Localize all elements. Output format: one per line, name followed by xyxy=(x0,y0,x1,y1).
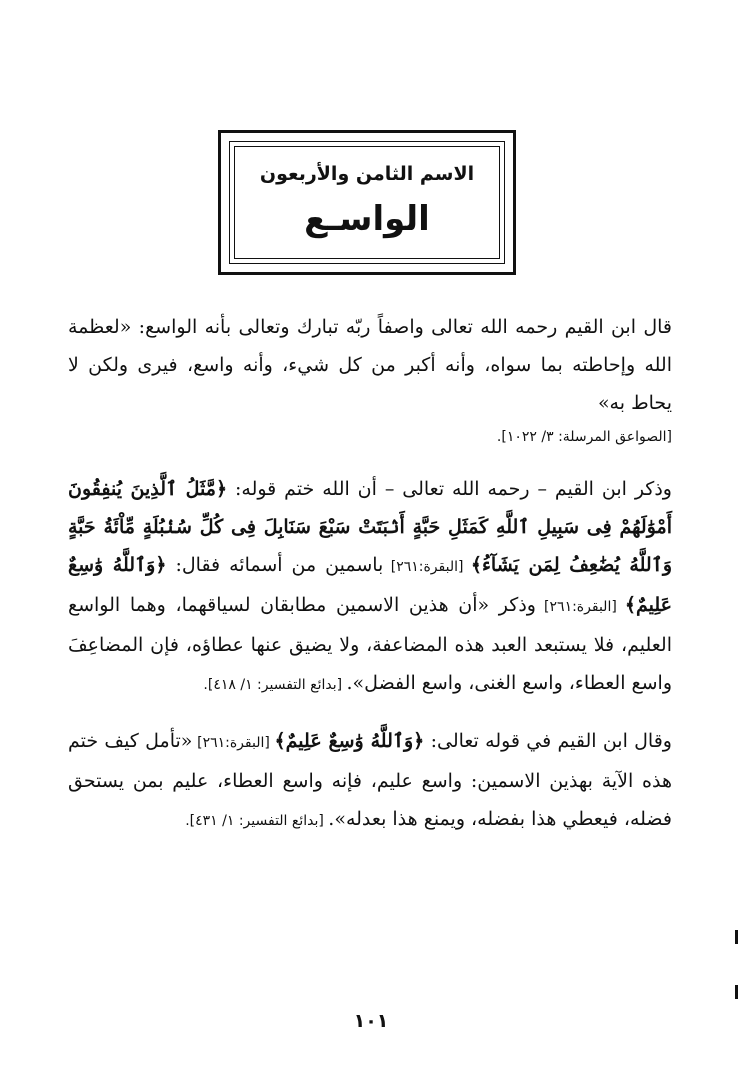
margin-mark-top xyxy=(735,930,738,944)
paragraph-2-source: [بدائع التفسير: ١/ ٤١٨]. xyxy=(203,677,347,693)
paragraph-3-rest: «تأمل كيف ختم هذه الآية بهذين الاسمين: واسع عليم، فإنه واسع العطاء، عليم بمن يستحق فضله، فيعطي هذا بفضله، ويمنع هذا بعدله». xyxy=(68,730,672,830)
paragraph-3-intro: وقال ابن القيم في قوله تعالى: xyxy=(424,730,672,752)
paragraph-2-intro: وذكر ابن القيم – رحمه الله تعالى – أن الله ختم قوله: xyxy=(227,478,672,500)
margin-mark-bottom xyxy=(735,985,738,999)
verse-2-reference: [البقرة:٢٦١] xyxy=(535,599,625,615)
quran-verse-3: ﴿وَٱللَّهُ وَٰسِعٌ عَلِيمٌ﴾ xyxy=(274,730,425,752)
verse-1-reference: [البقرة:٢٦١] xyxy=(383,559,471,575)
paragraph-3 xyxy=(68,722,672,840)
paragraph-1-reference: [الصواعق المرسلة: ٣/ ١٠٢٢]. xyxy=(496,429,672,445)
paragraph-2-middle: باسمين من أسمائه فقال: xyxy=(166,554,384,576)
quran-verse-2: ﴿وَٱللَّهُ وَٰسِعٌ عَلِيمٌ﴾ xyxy=(68,554,673,616)
paragraph-3-source: [بدائع التفسير: ١/ ٤٣١]. xyxy=(185,813,329,829)
paragraph-2 xyxy=(68,470,672,704)
page-body xyxy=(68,308,672,840)
quran-verse-1: ﴿مَّثَلُ ٱلَّذِينَ يُنفِقُونَ أَمْوَٰلَهُمْ فِى سَبِيلِ ٱللَّهِ كَمَثَلِ حَبَّةٍ أَنۢبَتَتْ سَبْعَ سَنَابِلَ فِى كُلِّ سُنۢبُلَةٍ مِّاْئَةُ حَبَّةٍ وَٱللَّهُ يُضَٰعِفُ لِمَن يَشَآءُ﴾ xyxy=(68,478,672,576)
chapter-title: الواسـع xyxy=(304,199,430,239)
paragraph-2-rest: وذكر «أن هذين الاسمين مطابقان لسياقهما، وهما الواسع العليم، فلا يستبعد العبد هذه المضاعفة، ولا يضيق عنها عطاؤه، فإن المضاعِفَ واسع العطاء، واسع الغنى، واسع الفضل». xyxy=(68,594,672,694)
paragraph-1 xyxy=(68,308,672,452)
chapter-subtitle: الاسم الثامن والأربعون xyxy=(259,163,475,185)
page-number: ١٠١ xyxy=(353,1010,389,1032)
verse-3-reference: [البقرة:٢٦١] xyxy=(192,735,275,751)
chapter-title-frame xyxy=(218,130,516,275)
paragraph-1-text: قال ابن القيم رحمه الله تعالى واصفاً ربّه تبارك وتعالى بأنه الواسع: «لعظمة الله وإحاطته بما سواه، وأنه أكبر من كل شيء، وأنه واسع، فيرى ولكن لا يحاط به» xyxy=(68,316,672,414)
